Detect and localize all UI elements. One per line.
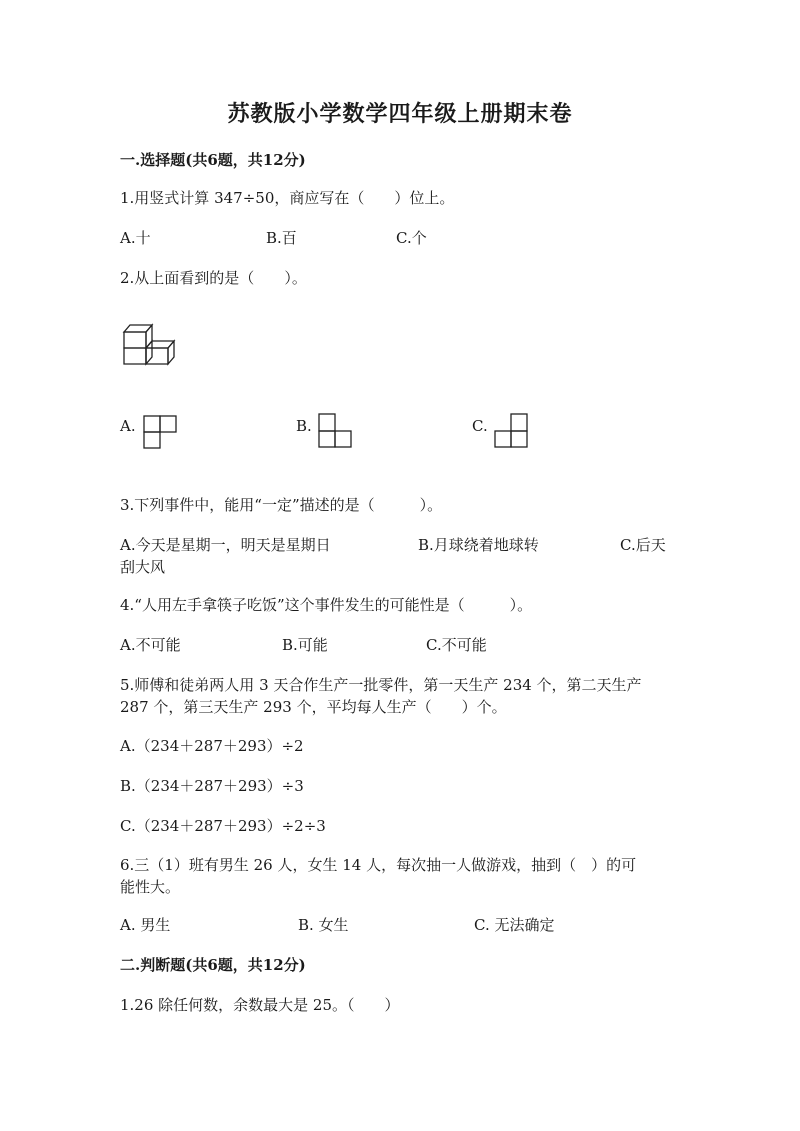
page-title: 苏教版小学数学四年级上册期末卷 (227, 101, 573, 127)
option-b-view-icon (316, 412, 356, 452)
section-heading-judgement: 二.判断题(共6题，共12分) (120, 956, 306, 974)
q6-option-a: A. 男生 (120, 916, 171, 934)
cube-stack-figure (120, 320, 182, 370)
q3-option-a: A.今天是星期一，明天是星期日 (120, 536, 331, 554)
q6-option-c: C. 无法确定 (474, 916, 555, 934)
q4-option-a: A.不可能 (120, 636, 181, 654)
question-6-line2: 能性大。 (120, 878, 181, 896)
q3-option-c-continued: 刮大风 (120, 558, 166, 576)
q1-option-c: C.个 (396, 229, 427, 247)
question-3-text: 3.下列事件中，能用“一定”描述的是（ ）。 (120, 496, 443, 514)
q2-option-a: A. (120, 417, 136, 435)
q4-option-b: B.可能 (282, 636, 328, 654)
question-5-line1: 5.师傅和徒弟两人用 3 天合作生产一批零件，第一天生产 234 个，第二天生产 (120, 676, 642, 694)
option-a-view-icon (142, 414, 180, 452)
judgement-question-1: 1.26 除任何数，余数最大是 25。（ ） (120, 996, 400, 1014)
q4-option-c: C.不可能 (426, 636, 487, 654)
question-5-line2: 287 个，第三天生产 293 个，平均每人生产（ ）个。 (120, 698, 507, 716)
q6-option-b: B. 女生 (298, 916, 349, 934)
question-1-text: 1.用竖式计算 347÷50，商应写在（ ）位上。 (120, 189, 455, 207)
q5-option-b: B.（234＋287＋293）÷3 (120, 777, 304, 795)
q3-option-c: C.后天 (620, 536, 666, 554)
section-heading-choice: 一.选择题(共6题，共12分) (120, 151, 306, 169)
q2-option-c: C. (472, 417, 488, 435)
question-6-line1: 6.三（1）班有男生 26 人，女生 14 人，每次抽一人做游戏，抽到（ ）的可 (120, 856, 637, 874)
question-4-text: 4.“人用左手拿筷子吃饭”这个事件发生的可能性是（ ）。 (120, 596, 533, 614)
q5-option-c: C.（234＋287＋293）÷2÷3 (120, 817, 326, 835)
q5-option-a: A.（234＋287＋293）÷2 (120, 737, 304, 755)
option-c-view-icon (492, 412, 532, 452)
q2-option-b: B. (296, 417, 312, 435)
q3-option-b: B.月球绕着地球转 (418, 536, 539, 554)
q1-option-a: A.十 (120, 229, 151, 247)
q1-option-b: B.百 (266, 229, 297, 247)
question-2-text: 2.从上面看到的是（ ）。 (120, 269, 307, 287)
